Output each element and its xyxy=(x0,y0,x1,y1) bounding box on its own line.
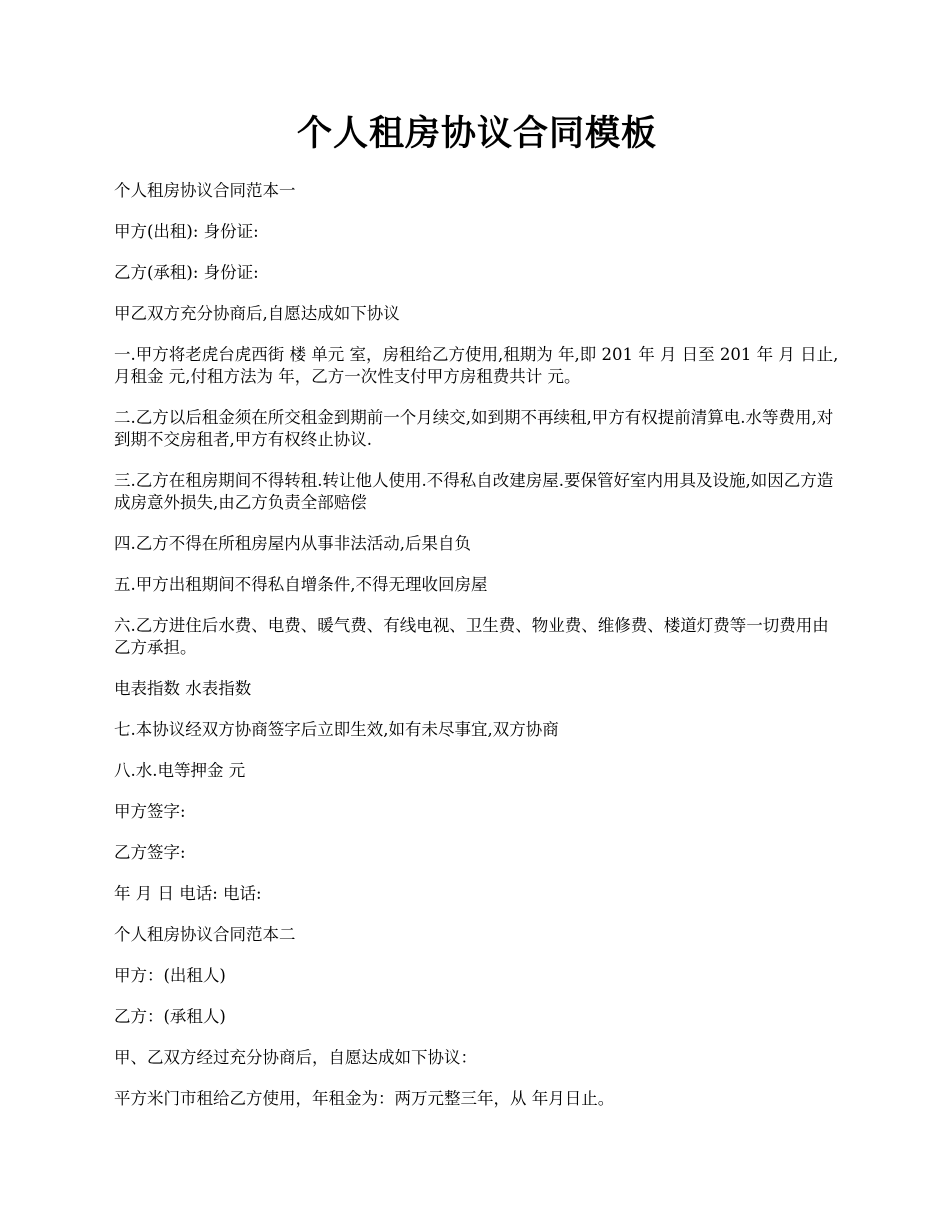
document-title: 个人租房协议合同模板 xyxy=(296,113,657,154)
clause-4: 四.乙方不得在所租房屋内从事非法活动,后果自负 xyxy=(114,534,471,553)
party-a-signature: 甲方签字: xyxy=(114,802,186,821)
section-heading-template-1: 个人租房协议合同范本一 xyxy=(114,181,296,200)
agreement-intro: 甲乙双方充分协商后,自愿达成如下协议 xyxy=(114,304,400,323)
lessee-line: 乙方：(承租人) xyxy=(114,1007,226,1026)
clause-7: 七.本协议经双方协商签字后立即生效,如有未尽事宜,双方协商 xyxy=(114,720,559,739)
lease-terms-line: 平方米门市租给乙方使用，年租金为：两万元整三年，从 年月日止。 xyxy=(114,1089,615,1108)
party-b-line: 乙方(承租): 身份证: xyxy=(114,263,259,282)
party-a-line: 甲方(出租): 身份证: xyxy=(114,222,259,241)
clause-8: 八.水.电等押金 元 xyxy=(114,761,246,780)
agreement-intro-2: 甲、乙双方经过充分协商后，自愿达成如下协议： xyxy=(114,1048,477,1067)
clause-6: 六.乙方进住后水费、电费、暖气费、有线电视、卫生费、物业费、维修费、楼道灯费等一切费用由乙方承担。 xyxy=(114,616,829,657)
meter-readings: 电表指数 水表指数 xyxy=(114,679,252,698)
clause-2: 二.乙方以后租金须在所交租金到期前一个月续交,如到期不再续租,甲方有权提前清算电.水等费用,对到期不交房租者,甲方有权终止协议. xyxy=(114,408,834,449)
clause-3: 三.乙方在租房期间不得转租.转让他人使用.不得私自改建房屋.要保管好室内用具及设施,如因乙方造成房意外损失,由乙方负责全部赔偿 xyxy=(114,471,834,512)
clause-1: 一.甲方将老虎台虎西街 楼 单元 室，房租给乙方使用,租期为 年,即 201 年 月 日至 201 年 月 日止,月租金 元,付租方法为 年，乙方一次性支付甲方房租费共计 元。 xyxy=(114,345,839,386)
party-b-signature: 乙方签字: xyxy=(114,843,186,862)
date-phone-line: 年 月 日 电话: 电话: xyxy=(114,884,262,903)
clause-5: 五.甲方出租期间不得私自增条件,不得无理收回房屋 xyxy=(114,575,488,594)
section-heading-template-2: 个人租房协议合同范本二 xyxy=(114,925,296,944)
lessor-line: 甲方：(出租人) xyxy=(114,966,226,985)
